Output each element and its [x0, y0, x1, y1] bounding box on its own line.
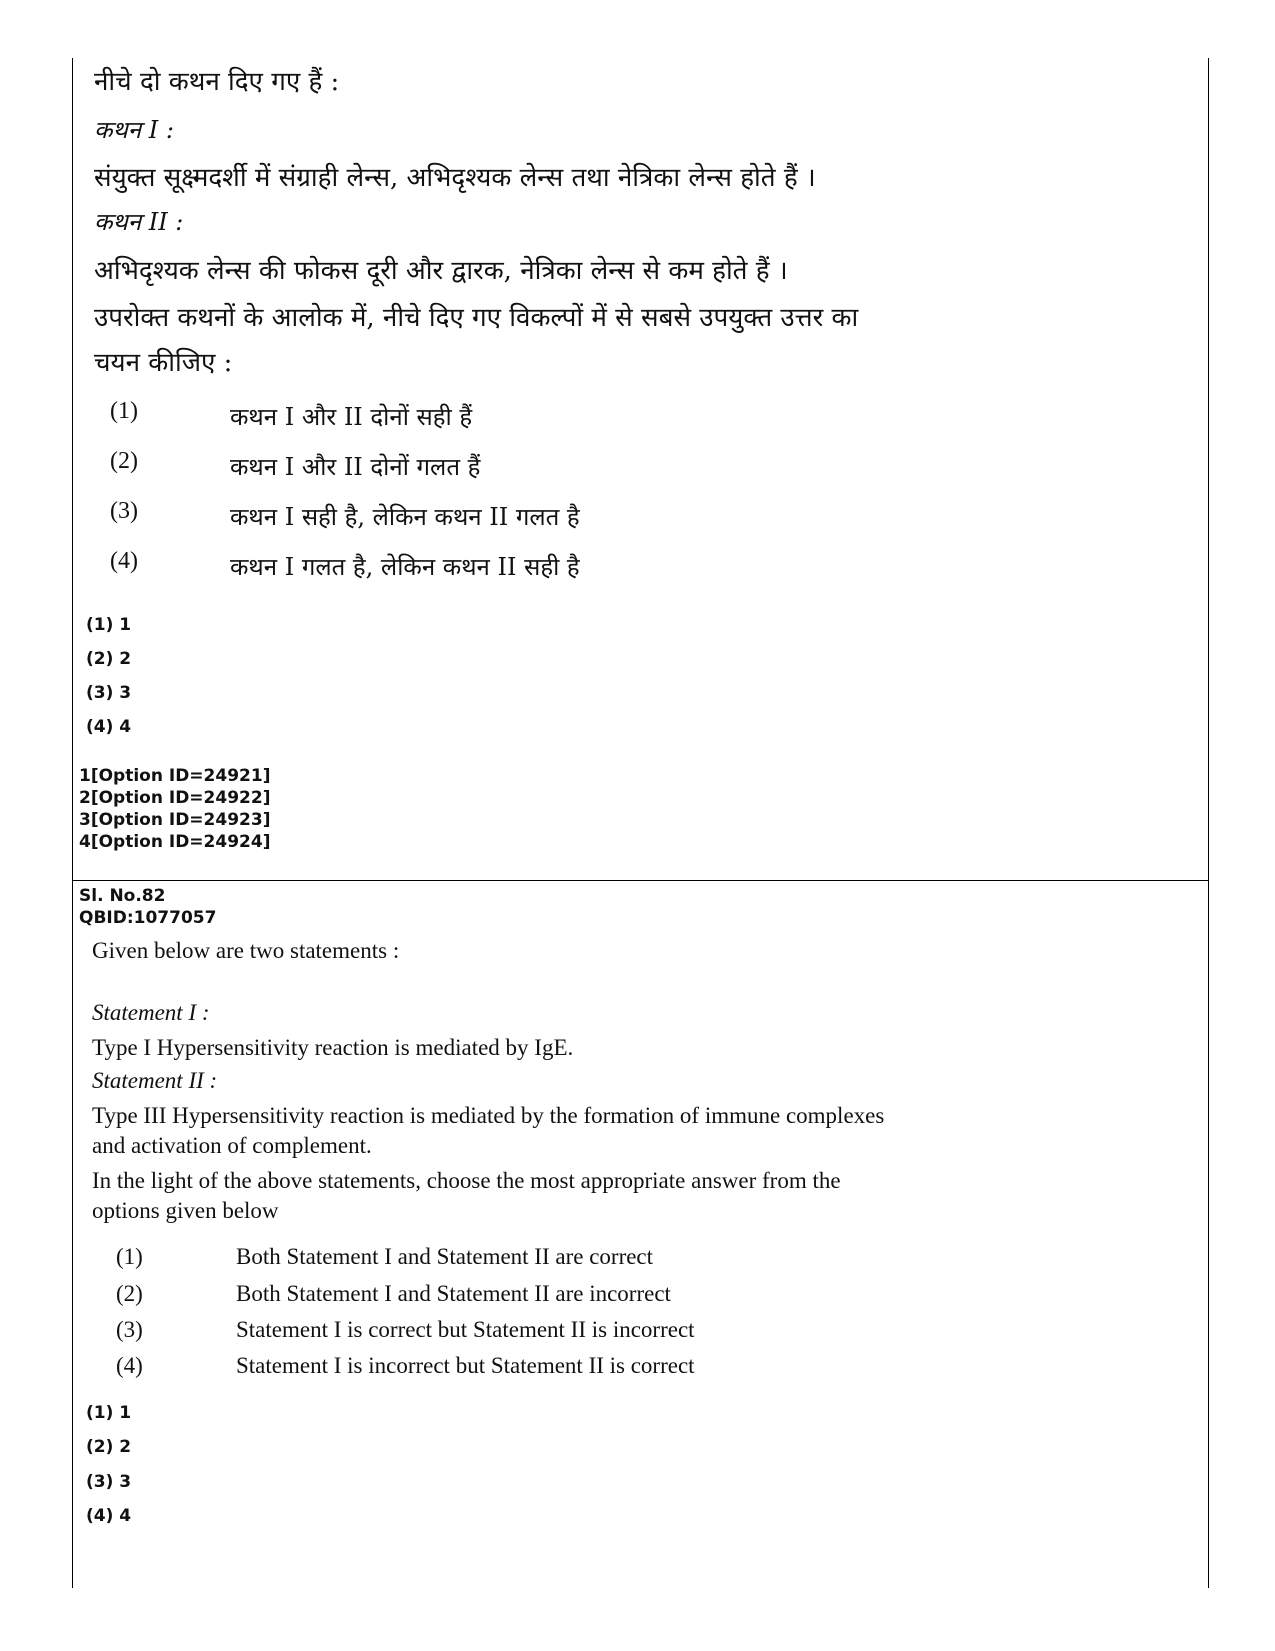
hindi-option-text: कथन I सही है, लेकिन कथन II गलत है: [230, 503, 580, 531]
hindi-statement2-label: कथन II :: [94, 208, 184, 236]
english-statement1-text: Type I Hypersensitivity reaction is mediated by IgE.: [92, 1035, 574, 1060]
option-id: 2[Option ID=24922]: [79, 788, 271, 808]
answer-choice[interactable]: (2) 2: [86, 1437, 132, 1457]
english-option-number: (4): [116, 1353, 143, 1378]
serial-number: Sl. No.82: [79, 886, 166, 906]
page-border-right: [1208, 58, 1209, 1588]
page-border-left: [72, 58, 73, 1588]
hindi-option-number: (1): [110, 398, 138, 424]
option-id: 1[Option ID=24921]: [79, 766, 271, 786]
answer-choice[interactable]: (3) 3: [86, 683, 132, 703]
hindi-statement1-label: कथन I :: [94, 116, 174, 144]
hindi-statement1-text: संयुक्त सूक्ष्मदर्शी में संग्राही लेन्स, अभिदृश्यक लेन्स तथा नेत्रिका लेन्स होते हैं ।: [94, 163, 816, 193]
english-option-text: Statement I is correct but Statement II is incorrect: [236, 1317, 695, 1342]
hindi-option-number: (4): [110, 548, 138, 574]
answer-choice[interactable]: (2) 2: [86, 649, 132, 669]
hindi-option-text: कथन I और II दोनों गलत हैं: [230, 453, 481, 481]
answer-choice[interactable]: (3) 3: [86, 1472, 132, 1492]
option-id: 4[Option ID=24924]: [79, 832, 271, 852]
english-statement2-label: Statement II :: [92, 1068, 218, 1093]
english-option-text: Statement I is incorrect but Statement II is correct: [236, 1353, 695, 1378]
english-option-number: (2): [116, 1281, 143, 1306]
english-option-text: Both Statement I and Statement II are incorrect: [236, 1281, 671, 1306]
english-option-number: (1): [116, 1244, 143, 1269]
english-option-number: (3): [116, 1317, 143, 1342]
english-instruction-line2: options given below: [92, 1198, 279, 1223]
english-instruction-line1: In the light of the above statements, choose the most appropriate answer from the: [92, 1168, 841, 1193]
hindi-option-text: कथन I गलत है, लेकिन कथन II सही है: [230, 553, 580, 581]
english-statement2-line1: Type III Hypersensitivity reaction is mediated by the formation of immune complexes: [92, 1103, 885, 1128]
hindi-intro: नीचे दो कथन दिए गए हैं :: [94, 67, 340, 97]
question-divider: [72, 880, 1209, 881]
hindi-option-number: (3): [110, 498, 138, 524]
qbid: QBID:1077057: [79, 908, 217, 928]
english-statement1-label: Statement I :: [92, 1000, 210, 1025]
answer-choice[interactable]: (4) 4: [86, 1506, 132, 1526]
english-statement2-line2: and activation of complement.: [92, 1133, 372, 1158]
english-intro: Given below are two statements :: [92, 938, 400, 963]
option-id: 3[Option ID=24923]: [79, 810, 271, 830]
english-option-text: Both Statement I and Statement II are correct: [236, 1244, 654, 1269]
hindi-statement2-text: अभिदृश्यक लेन्स की फोकस दूरी और द्वारक, नेत्रिका लेन्स से कम होते हैं ।: [94, 256, 788, 286]
hindi-instruction-line1: उपरोक्त कथनों के आलोक में, नीचे दिए गए विकल्पों में से सबसे उपयुक्त उत्तर का: [94, 303, 859, 333]
hindi-instruction-line2: चयन कीजिए :: [94, 348, 233, 378]
answer-choice[interactable]: (1) 1: [86, 1403, 132, 1423]
hindi-option-text: कथन I और II दोनों सही हैं: [230, 403, 473, 431]
hindi-option-number: (2): [110, 448, 138, 474]
answer-choice[interactable]: (4) 4: [86, 717, 132, 737]
answer-choice[interactable]: (1) 1: [86, 615, 132, 635]
